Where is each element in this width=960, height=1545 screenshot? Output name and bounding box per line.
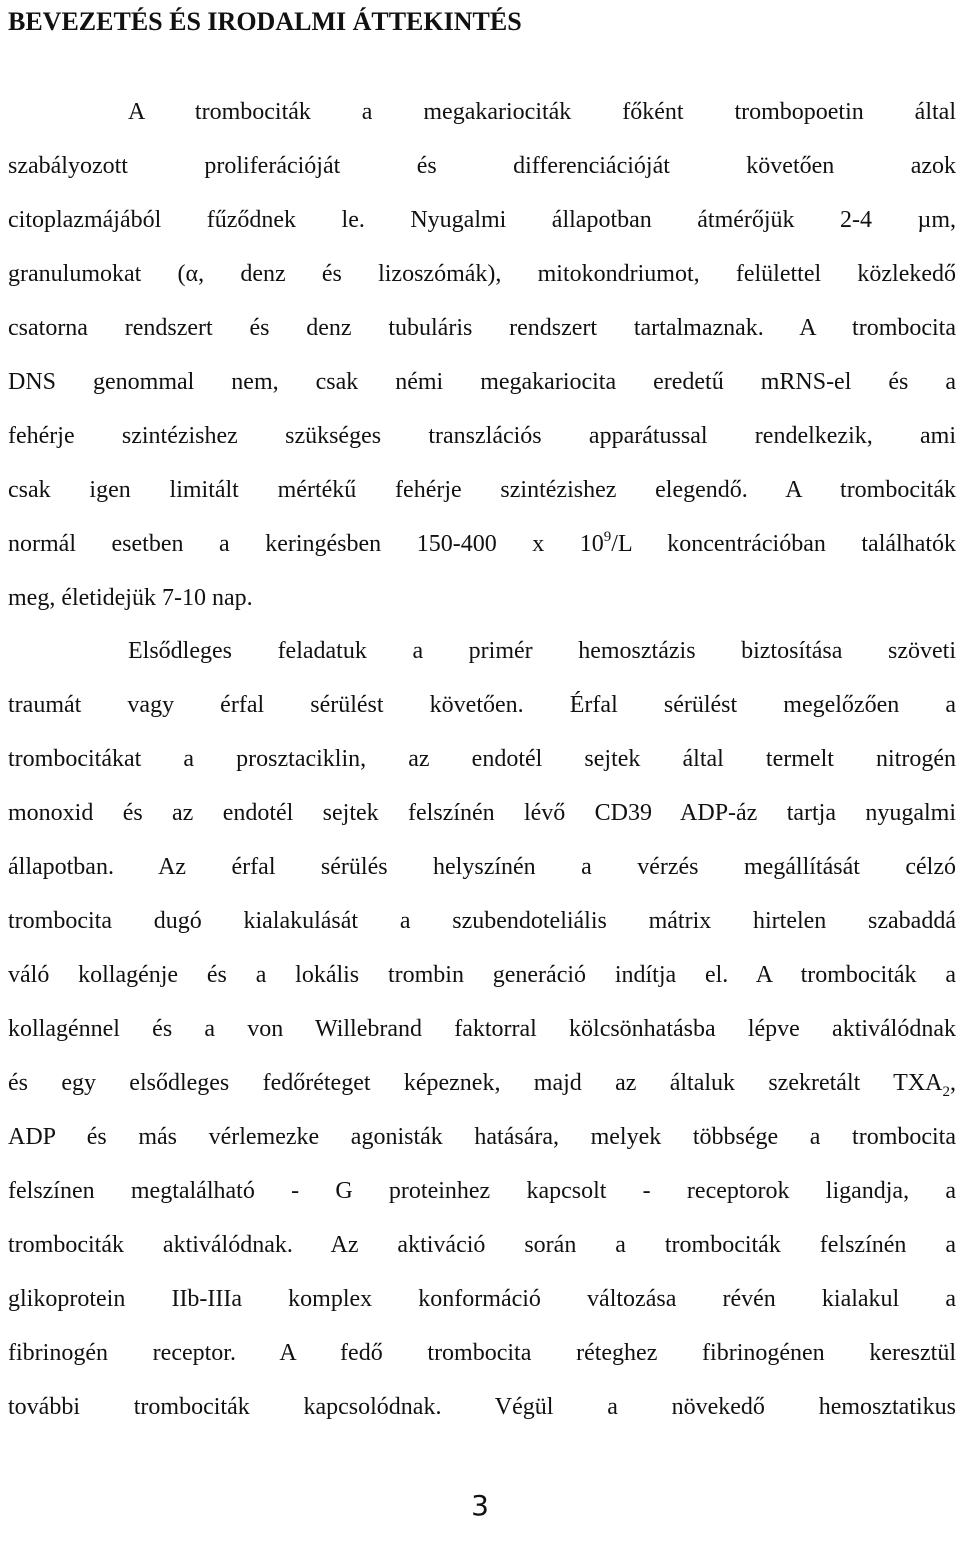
text-line: Elsődleges feladatuk a primér hemosztázis biztosítása szöveti (128, 638, 956, 664)
text-line: fehérje szintézishez szükséges transzlációs apparátussal rendelkezik, ami (8, 423, 956, 449)
text-line: felszínen megtalálható - G proteinhez kapcsolt - receptorok ligandja, a (8, 1178, 956, 1204)
text-line-with-superscript (8, 526, 956, 562)
text-line: glikoprotein IIb-IIIa komplex konformáció változása révén kialakul a (8, 1286, 956, 1312)
text-line: citoplazmájából fűződnek le. Nyugalmi állapotban átmérőjük 2-4 µm, (8, 207, 956, 233)
text-line: A trombociták a megakariociták főként trombopoetin által (128, 99, 956, 125)
text-line: további trombociták kapcsolódnak. Végül a növekedő hemosztatikus (8, 1394, 956, 1420)
text-line: granulumokat (α, denz és lizoszómák), mitokondriumot, felülettel közlekedő (8, 261, 956, 287)
text-line: kollagénnel és a von Willebrand faktorral kölcsönhatásba lépve aktiválódnak (8, 1016, 956, 1042)
text-line: állapotban. Az érfal sérülés helyszínén a vérzés megállítását célzó (8, 854, 956, 880)
text-line: szabályozott proliferációját és differenciációját követően azok (8, 153, 956, 179)
text-segment: normál esetben a keringésben 150-400 x 10 (8, 531, 604, 557)
text-segment: /L koncentrációban találhatók (611, 531, 957, 557)
text-line: csatorna rendszert és denz tubuláris rendszert tartalmaznak. A trombocita (8, 315, 956, 341)
text-line: traumát vagy érfal sérülést követően. Érfal sérülést megelőzően a (8, 692, 956, 718)
text-line: fibrinogén receptor. A fedő trombocita réteghez fibrinogénen keresztül (8, 1340, 956, 1366)
text-line: trombocita dugó kialakulását a szubendoteliális mátrix hirtelen szabaddá (8, 908, 956, 934)
text-segment: , (950, 1070, 956, 1096)
text-line: trombocitákat a prosztaciklin, az endotél sejtek által termelt nitrogén (8, 746, 956, 772)
page-number: 3 (471, 1489, 489, 1522)
text-line-with-subscript (8, 1065, 956, 1101)
superscript: 9 (603, 529, 612, 545)
text-line: meg, életidejük 7-10 nap. (8, 585, 253, 611)
section-heading: BEVEZETÉS ÉS IRODALMI ÁTTEKINTÉS (8, 7, 522, 36)
subscript: 2 (942, 1084, 950, 1100)
text-line: ADP és más vérlemezke agonisták hatására, melyek többsége a trombocita (8, 1124, 956, 1150)
text-line: monoxid és az endotél sejtek felszínén lévő CD39 ADP-áz tartja nyugalmi (8, 800, 956, 826)
text-line: csak igen limitált mértékű fehérje szintézishez elegendő. A trombociták (8, 477, 956, 503)
text-line: trombociták aktiválódnak. Az aktiváció során a trombociták felszínén a (8, 1232, 956, 1258)
text-line: DNS genommal nem, csak némi megakariocita eredetű mRNS-el és a (8, 369, 956, 395)
text-segment: és egy elsődleges fedőréteget képeznek, majd az általuk szekretált TXA (8, 1070, 943, 1096)
text-line: váló kollagénje és a lokális trombin generáció indítja el. A trombociták a (8, 962, 956, 988)
